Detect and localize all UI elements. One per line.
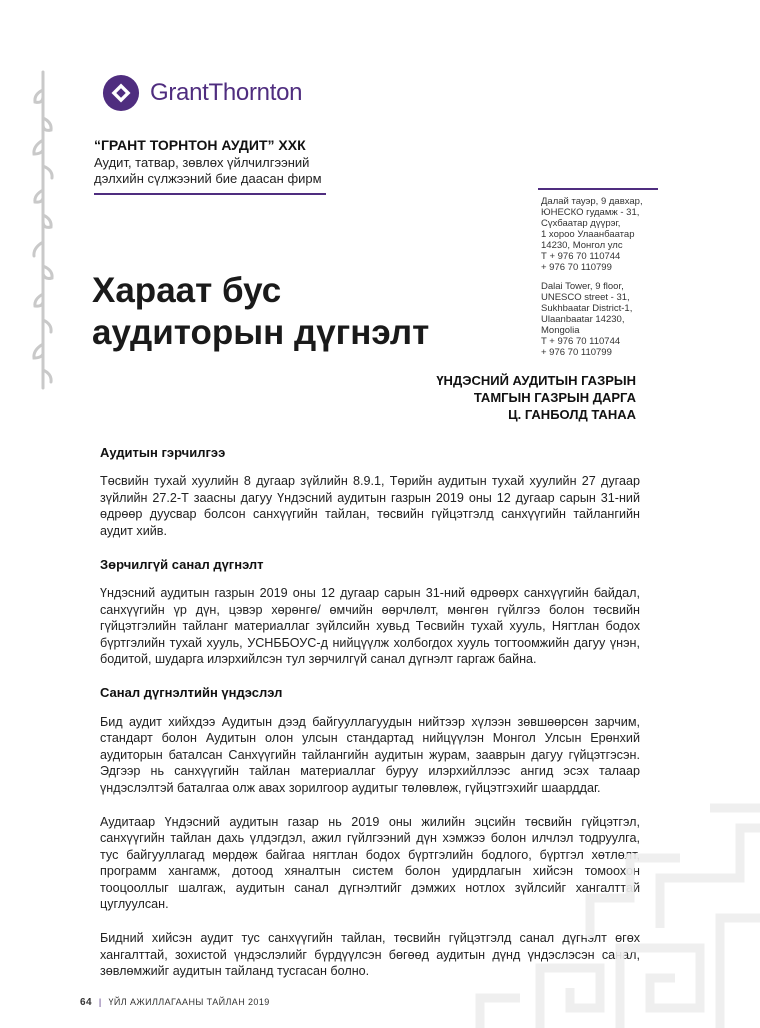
fret-pattern-decoration (420, 768, 760, 1028)
recipient-line2: ТАМГЫН ГАЗРЫН ДАРГА (473, 390, 636, 405)
opinion-paragraph: Үндэсний аудитын газрын 2019 оны 12 дугаар сарын 31-ний өдрөөрх санхүүгийн байдал, санхүүгийн үр дүн, цэвэр хөрөнгө/ өмчийн өөрчлөлт, мөнгөн гүйлгээ болон төсвийн гүйцэтгэлийн тайланг материаллаг зүйлсийн хувьд Төсвийн тухай хууль, Нягтлан бодох бүртгэлийн тухай хууль, УСНББОУС-д нийцүүлж холбогдох хууль тогтоомжийн дагуу үнэн, бодитой, шударга илэрхийлсэн тул зөрчилгүй санал дүгнэлт гаргаж байна. (100, 586, 640, 667)
section-heading-opinion: Зөрчилгүй санал дүгнэлт (100, 557, 264, 573)
page-title-line1: Хараат бус (92, 271, 282, 310)
certificate-paragraph: Төсвийн тухай хуулийн 8 дугаар зүйлийн 8.9.1, Төрийн аудитын тухай хуулийн 27 дугаар зүйлийн 27.2-Т заасны дагуу Үндэсний аудитын газрын 2019 оны 12 дугаар сарын 31-ний өдрөөр дуусвар болсон санхүүгийн тайлан, төсвийн гүйцэтгэлд санхүүгийн тайлангийн аудит хийв. (100, 474, 640, 538)
recipient-line3: Ц. ГАНБОЛД ТАНАА (508, 407, 636, 422)
recipient-line1: ҮНДЭСНИЙ АУДИТЫН ГАЗРЫН (436, 373, 636, 388)
address-english: Dalai Tower, 9 floor, UNESCO street - 31, Sukhbaatar District-1, Ulaanbaatar 14230, Mongolia T + 976 70 110744 + 976 70 110799 (541, 281, 633, 358)
page-title-line2: аудиторын дүгнэлт (92, 313, 430, 352)
firm-info (94, 137, 334, 187)
page-footer (80, 997, 270, 1008)
firm-desc-line1: Аудит, татвар, зөвлөх үйлчилгээний (94, 155, 310, 170)
page-number: 64 (80, 997, 92, 1008)
report-title: ҮЙЛ АЖИЛЛАГААНЫ ТАЙЛАН 2019 (108, 997, 270, 1007)
recipient-block (436, 372, 636, 423)
grant-thornton-mark-icon (102, 74, 140, 112)
grant-thornton-logo (102, 74, 302, 112)
section-heading-basis: Санал дүгнэлтийн үндэслэл (100, 685, 283, 701)
firm-divider (94, 193, 326, 195)
basis-paragraph-2: Аудитаар Үндэсний аудитын газар нь 2019 оны жилийн эцсийн төсвийн гүйцэтгэл, санхүүгийн тайлан дахь үлдэгдэл, ажил гүйлгээний дүн хэмжээ болон илчлэл тодруулга, тус байгууллагад мөрдөж байгаа нягтлан бодох бүртгэлийн бодлого, бүртгэл хөтлөлт, программ хангамж, дотоод хяналтын систем болон удирдлагын хийсэн томоохон тооцооллыг шалгаж, аудитын санал дүгнэлтийг дэмжих нотлох зүйлсийг хангалттай цуглуулсан. (100, 814, 640, 911)
basis-paragraph-1: Бид аудит хийхдээ Аудитын дээд байгууллагуудын нийтээр хүлээн зөвшөөрсөн зарчим, стандарт болон Аудитын олон улсын стандартад нийцүүлэн Монгол Улсын Ерөнхий аудиторын баталсан Санхүүгийн тайлангийн аудитын журам, зааврын дагуу гүйцэтгэсэн. Эдгээр нь санхүүгийн тайлан материаллаг буруу илэрхийллээс ангид эсэх талаар үндэслэлтэй баталгаа олж авах зорилгоор аудитыг төлөвлөж, гүйцэтгэхийг шаарддаг. (100, 714, 640, 795)
footer-separator: | (98, 997, 102, 1007)
firm-name: “ГРАНТ ТОРНТОН АУДИТ” ХХК (94, 137, 306, 153)
address-mongolian: Далай тауэр, 9 давхар, ЮНЕСКО гудамж - 31, Сүхбаатар дүүрэг, 1 хороо Улаанбаатар 14230, Монгол улс Т + 976 70 110744 + 976 70 110799 (541, 196, 643, 273)
address-divider (538, 188, 658, 190)
office-address (541, 196, 671, 358)
brand-name: GrantThornton (150, 79, 303, 106)
mongolian-script-decoration (28, 70, 58, 390)
section-heading-certificate: Аудитын гэрчилгээ (100, 445, 226, 460)
page-title (92, 270, 429, 354)
basis-paragraph-3: Бидний хийсэн аудит тус санхүүгийн тайлан, төсвийн гүйцэтгэлд санал дүгнэлт өгөх хангалттай, зохистой үндэслэлийг бүрдүүлсэн бөгөөд аудитын дүнд үндэслэсэн санал, зөвлөмжийг аудитын тайланд тусгасан болно. (100, 931, 640, 979)
firm-desc-line2: дэлхийн сүлжээний бие даасан фирм (94, 171, 322, 186)
